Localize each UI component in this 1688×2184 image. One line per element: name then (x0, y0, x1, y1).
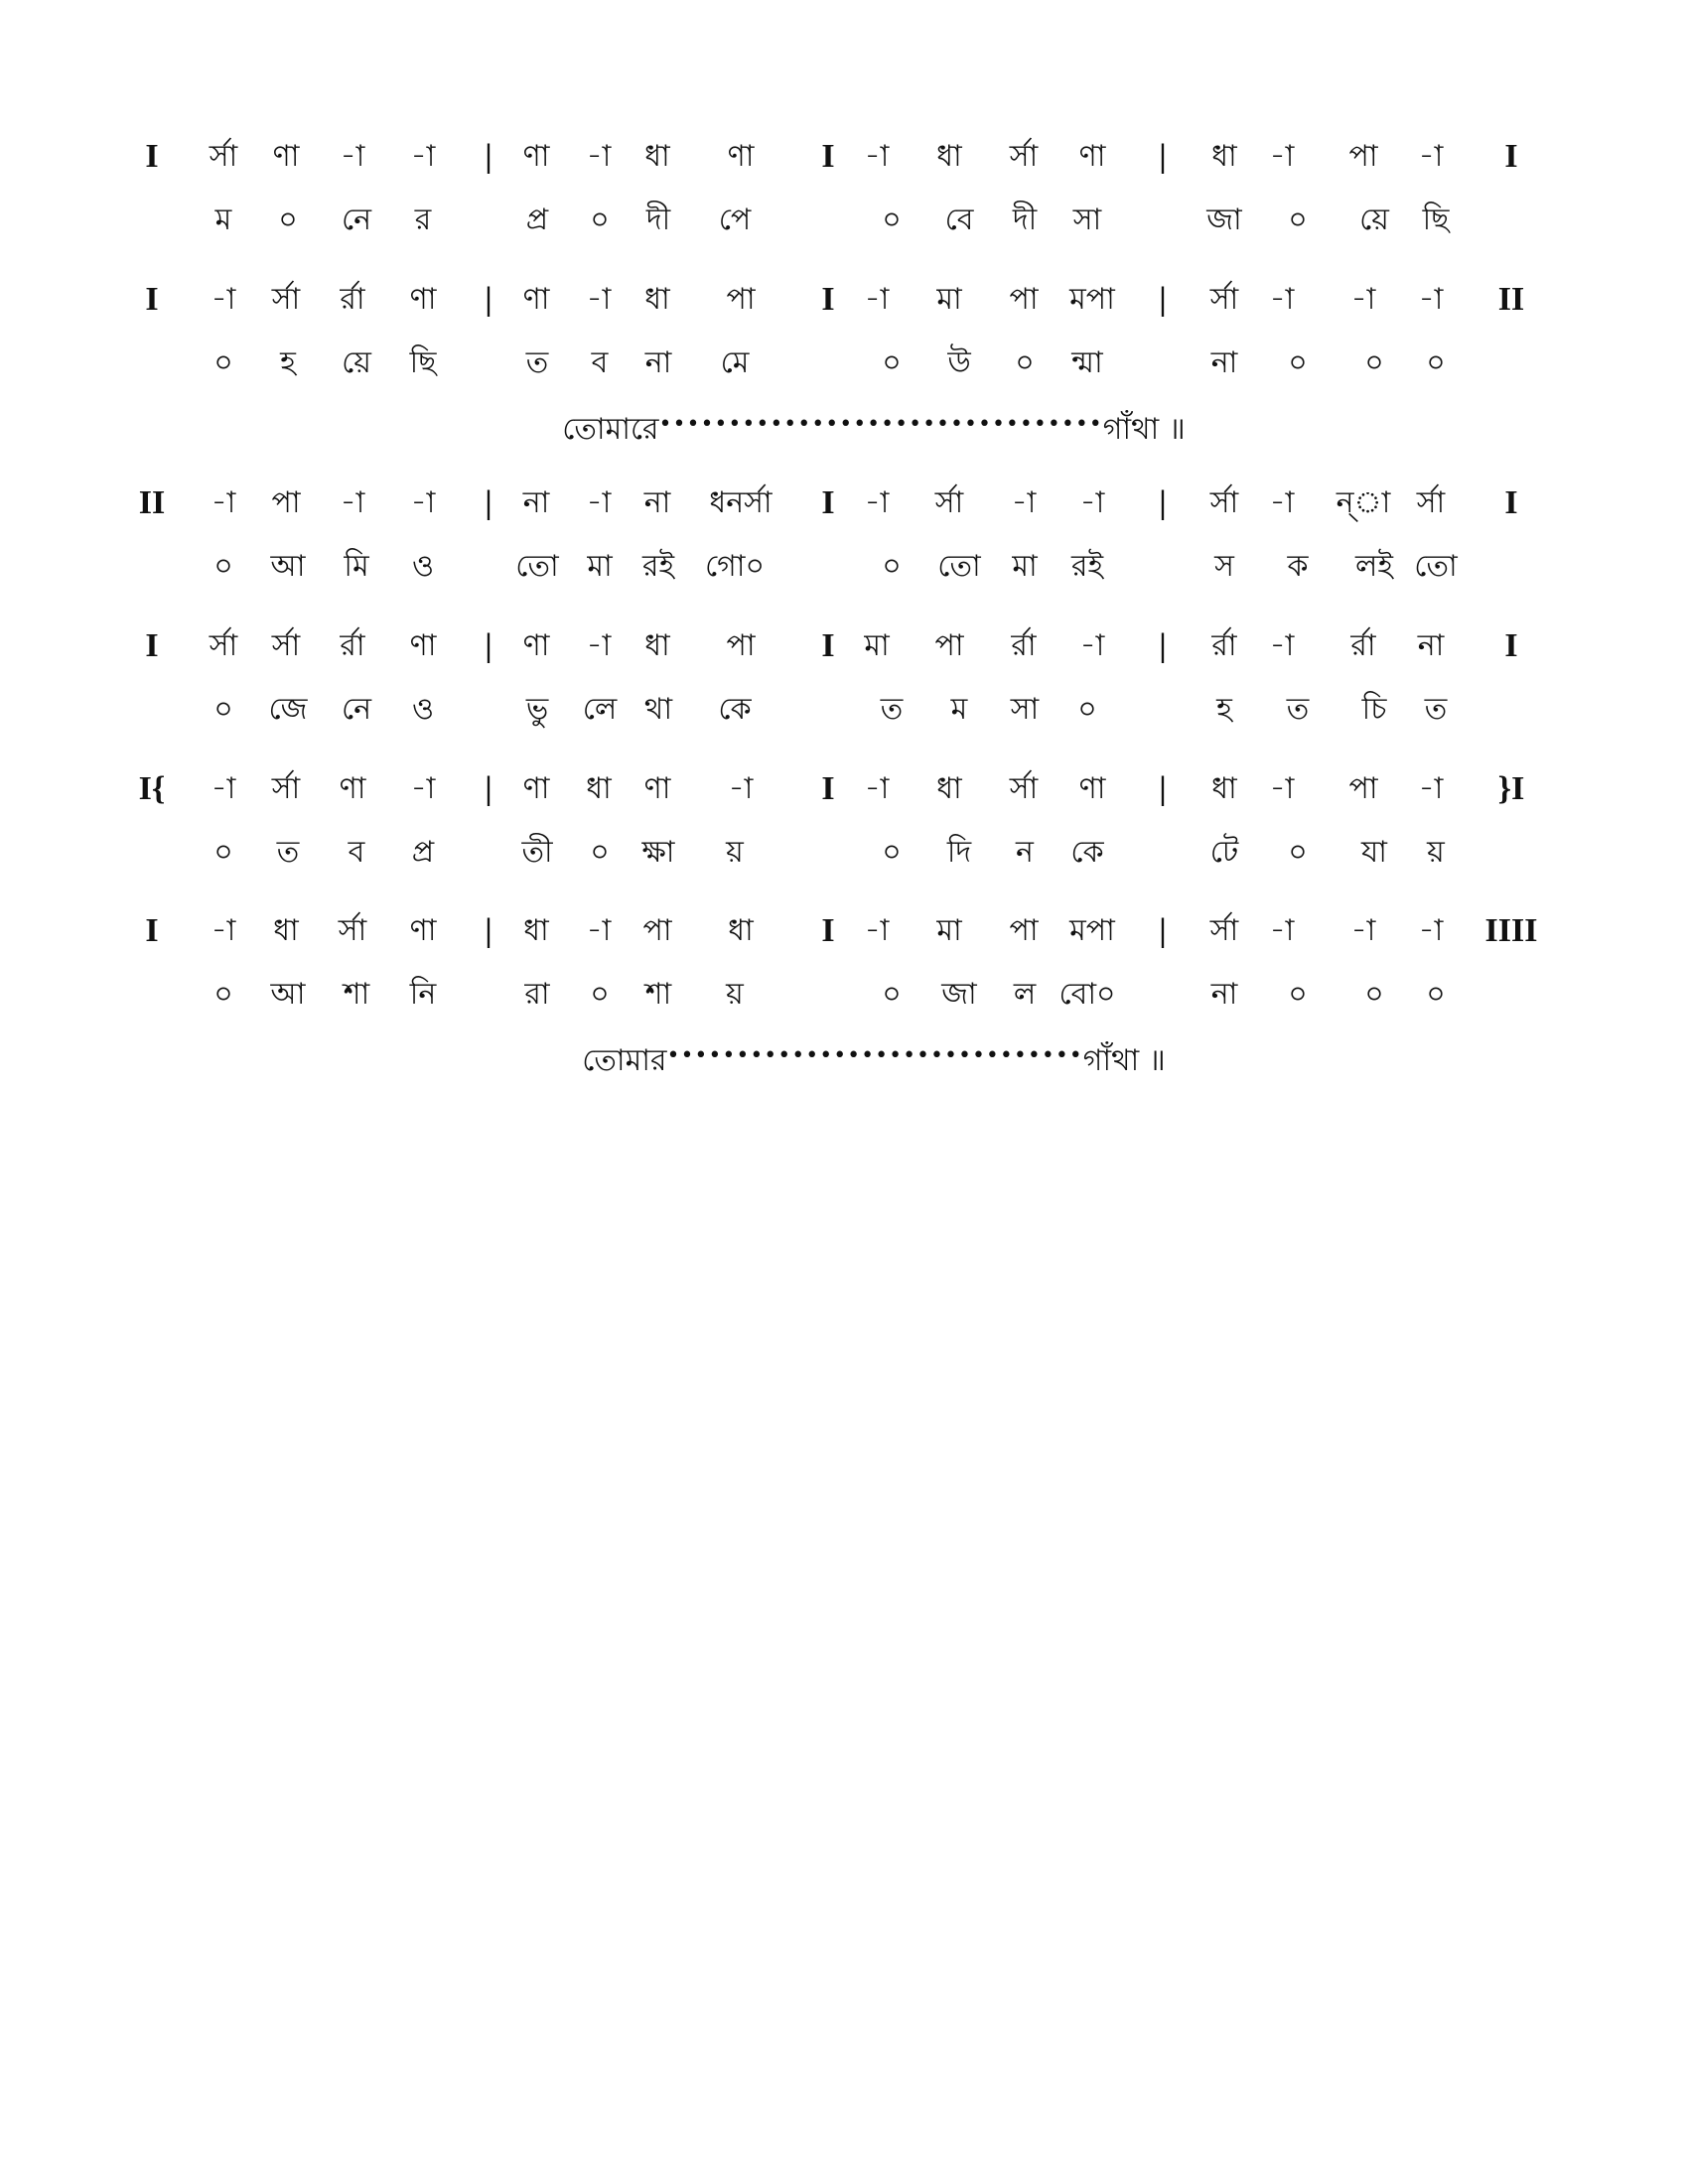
lyric-syllable: ০ (590, 203, 610, 237)
lyric-syllable: কে (718, 692, 752, 727)
note-cell: -া (1269, 771, 1295, 806)
note-cell: -া (586, 628, 612, 663)
lyric-syllable: য়ে (342, 345, 371, 380)
bar-line: I (1504, 484, 1518, 521)
note-cell: না (643, 485, 671, 520)
bar-line: | (1159, 912, 1167, 949)
lyric-syllable: র (414, 203, 432, 237)
note-cell: -া (1011, 485, 1037, 520)
lyric-syllable: ত (1424, 692, 1448, 727)
note-cell: পা (642, 913, 672, 948)
lyric-syllable: শা (644, 977, 672, 1012)
lyric-syllable: তো (1414, 549, 1458, 584)
note-cell: -া (864, 282, 890, 317)
lyric-syllable: ০ (1364, 977, 1384, 1012)
bar-line: | (1159, 627, 1167, 664)
lyric-syllable: য়ে (1359, 203, 1389, 237)
note-cell: -া (1418, 771, 1444, 806)
note-cell: -া (586, 913, 612, 948)
lyric-syllable: রই (1070, 549, 1104, 584)
note-cell: -া (340, 485, 365, 520)
note-cell: র্সা (1209, 913, 1239, 948)
lyric-syllable: হ (1216, 692, 1232, 727)
bar-line: II (138, 484, 166, 521)
lyric-syllable: তী (521, 835, 553, 870)
lyrics-row (0, 196, 1688, 245)
lyric-syllable: ত (1286, 692, 1310, 727)
lyric-syllable: ত (525, 345, 549, 380)
bar-line: | (1159, 484, 1167, 521)
bar-line: | (1159, 281, 1167, 318)
lyric-syllable: ০ (1288, 835, 1308, 870)
lyric-syllable: ০ (882, 345, 902, 380)
note-cell: ন্া (1336, 485, 1391, 520)
lyric-syllable: ০ (882, 977, 902, 1012)
lyric-syllable: ০ (590, 835, 610, 870)
note-cell: র্সা (209, 139, 238, 174)
note-cell: -া (1269, 628, 1295, 663)
lyric-syllable: উ (947, 345, 971, 380)
lyric-syllable: ও (411, 692, 435, 727)
note-cell: -া (1269, 485, 1295, 520)
note-cell: র্রা (1211, 628, 1237, 663)
lyric-syllable: ০ (590, 977, 610, 1012)
lyric-syllable: লই (1355, 549, 1393, 584)
lyrics-row (0, 339, 1688, 388)
note-cell: -া (864, 485, 890, 520)
note-cell: -া (864, 139, 890, 174)
note-cell: পা (934, 628, 964, 663)
note-cell: মা (936, 913, 962, 948)
note-cell: ণা (643, 771, 671, 806)
notation-row (0, 132, 1688, 182)
notation-row (0, 275, 1688, 325)
bar-line: I (1504, 627, 1518, 664)
lyric-syllable: শা (343, 977, 370, 1012)
notation-row (0, 478, 1688, 528)
lyric-syllable: কে (1070, 835, 1104, 870)
note-cell: -া (586, 485, 612, 520)
note-cell: পা (1009, 913, 1039, 948)
note-cell: ধা (1211, 139, 1237, 174)
note-cell: -া (211, 771, 236, 806)
note-cell: ধা (644, 139, 670, 174)
bar-line: I (145, 627, 159, 664)
note-cell: পা (271, 485, 301, 520)
note-cell: ণা (522, 628, 550, 663)
note-cell: -া (864, 913, 890, 948)
lyric-syllable: জা (941, 977, 977, 1012)
lyric-syllable: নি (409, 977, 437, 1012)
bar-line: I (821, 912, 835, 949)
lyric-syllable: বো০ (1058, 977, 1116, 1012)
note-cell: র্রা (1350, 628, 1376, 663)
note-cell: ধা (273, 913, 299, 948)
note-cell: র্রা (1011, 628, 1037, 663)
lyric-syllable: ০ (882, 835, 902, 870)
bar-line: | (1159, 770, 1167, 807)
lyric-syllable: না (644, 345, 672, 380)
lyric-syllable: রই (641, 549, 675, 584)
lyric-syllable: মা (587, 549, 613, 584)
lyric-syllable: ল (1013, 977, 1037, 1012)
note-cell: -া (1350, 282, 1376, 317)
note-cell: ণা (1078, 139, 1106, 174)
note-cell: ণা (522, 282, 550, 317)
lyric-syllable: ক (1287, 549, 1309, 584)
lyric-syllable: আ (270, 977, 306, 1012)
lyric-syllable: নে (341, 203, 372, 237)
lyric-syllable: ব (348, 835, 365, 870)
bar-line: I{ (138, 770, 166, 807)
lyric-syllable: ০ (882, 549, 902, 584)
note-cell: ধনর্সা (709, 485, 773, 520)
note-cell: র্সা (338, 913, 367, 948)
lyric-syllable: থা (643, 692, 673, 727)
bar-line: I (821, 484, 835, 521)
lyric-syllable: বে (944, 203, 974, 237)
lyric-syllable: নে (341, 692, 372, 727)
note-cell: -া (410, 771, 436, 806)
lyric-syllable: লে (582, 692, 618, 727)
bar-line: I (145, 138, 159, 175)
lyric-syllable: ক্ষা (641, 835, 675, 870)
note-cell: র্সা (209, 628, 238, 663)
lyric-syllable: ম (214, 203, 232, 237)
note-cell: ণা (409, 628, 437, 663)
lyrics-row (0, 685, 1688, 735)
note-cell: -া (1269, 913, 1295, 948)
lyric-syllable: সা (1072, 203, 1102, 237)
note-cell: র্সা (1209, 282, 1239, 317)
note-cell: না (522, 485, 550, 520)
note-cell: পা (1009, 282, 1039, 317)
lyric-syllable: ০ (278, 203, 298, 237)
note-cell: -া (340, 139, 365, 174)
lyric-syllable: ০ (1426, 345, 1446, 380)
note-cell: ণা (522, 139, 550, 174)
lyric-syllable: জে (268, 692, 308, 727)
lyric-syllable: ভু (525, 692, 549, 727)
lyric-syllable: ০ (1015, 345, 1035, 380)
refrain-after-text: গাঁথা ॥ (1082, 1043, 1166, 1078)
bar-line: IIII (1484, 912, 1538, 949)
lyric-syllable: না (1210, 345, 1238, 380)
bar-line: I (821, 627, 835, 664)
note-cell: ধা (644, 282, 670, 317)
lyric-syllable: টে (1209, 835, 1239, 870)
lyric-syllable: ০ (1364, 345, 1384, 380)
lyric-syllable: না (1210, 977, 1238, 1012)
lyrics-row (0, 542, 1688, 592)
note-cell: র্সা (271, 282, 301, 317)
note-cell: পা (1348, 139, 1378, 174)
note-cell: -া (1350, 913, 1376, 948)
lyric-syllable: ০ (213, 692, 233, 727)
lyric-syllable: ০ (1288, 345, 1308, 380)
lyric-syllable: স (1214, 549, 1234, 584)
lyric-syllable: য় (726, 835, 744, 870)
note-cell: -া (864, 771, 890, 806)
lyric-syllable: আ (270, 549, 306, 584)
note-cell: মপা (1069, 913, 1115, 948)
note-cell: র্সা (1009, 771, 1039, 806)
note-cell: ধা (1211, 771, 1237, 806)
lyric-syllable: ছি (409, 345, 437, 380)
lyric-syllable: প্র (525, 203, 549, 237)
lyrics-row (0, 828, 1688, 878)
lyric-syllable: ছি (1422, 203, 1450, 237)
bar-line: | (1159, 138, 1167, 175)
note-cell: ণা (339, 771, 366, 806)
note-cell: ধা (936, 771, 962, 806)
note-cell: ণা (1078, 771, 1106, 806)
notation-row (0, 621, 1688, 671)
bar-line: | (485, 281, 492, 318)
lyric-syllable: ০ (1288, 203, 1308, 237)
lyric-syllable: য় (1427, 835, 1445, 870)
bar-line: | (485, 138, 492, 175)
note-cell: -া (586, 139, 612, 174)
note-cell: র্সা (1209, 485, 1239, 520)
lyrics-row (0, 970, 1688, 1020)
lyric-syllable: ০ (213, 835, 233, 870)
note-cell: ণা (522, 771, 550, 806)
note-cell: -া (211, 485, 236, 520)
notation-row (0, 764, 1688, 814)
note-cell: মা (864, 628, 890, 663)
lyric-syllable: দি (946, 835, 972, 870)
bar-line: | (485, 627, 492, 664)
lyric-syllable: ০ (213, 977, 233, 1012)
lyric-syllable: প্র (411, 835, 435, 870)
lyric-syllable: দী (1012, 203, 1038, 237)
note-cell: -া (1418, 913, 1444, 948)
note-cell: -া (1269, 139, 1295, 174)
lyric-syllable: তো (515, 549, 559, 584)
note-cell: -া (1269, 282, 1295, 317)
note-cell: র্সা (1009, 139, 1039, 174)
lyric-syllable: ০ (1077, 692, 1097, 727)
note-cell: পা (726, 282, 756, 317)
lyric-syllable: ব (591, 345, 609, 380)
note-cell: ধা (728, 913, 754, 948)
lyric-syllable: মে (720, 345, 750, 380)
note-cell: মা (936, 282, 962, 317)
note-cell: ধা (936, 139, 962, 174)
lyric-syllable: দী (645, 203, 671, 237)
note-cell: -া (1418, 282, 1444, 317)
lyric-syllable: য় (726, 977, 744, 1012)
bar-line: I (821, 770, 835, 807)
note-cell: ণা (409, 913, 437, 948)
lyric-syllable: মি (344, 549, 369, 584)
lyric-syllable: ত (880, 692, 904, 727)
lyric-syllable: চি (1361, 692, 1387, 727)
refrain-dots: •••••••••••••••••••••••••••••••• (658, 412, 1103, 437)
bar-line: I (1504, 138, 1518, 175)
lyric-syllable: ০ (1426, 977, 1446, 1012)
note-cell: -া (1079, 628, 1105, 663)
lyric-syllable: রা (524, 977, 550, 1012)
lyric-syllable: যা (1361, 835, 1387, 870)
note-cell: না (1417, 628, 1445, 663)
bar-line: II (1497, 281, 1525, 318)
note-cell: -া (1079, 485, 1105, 520)
note-cell: -া (410, 139, 436, 174)
note-cell: ণা (409, 282, 437, 317)
note-cell: মপা (1069, 282, 1115, 317)
note-cell: ধা (586, 771, 612, 806)
bar-line: }I (1497, 770, 1525, 807)
note-cell: র্রা (340, 282, 365, 317)
refrain-line (0, 1031, 1688, 1081)
lyric-syllable: সা (1010, 692, 1040, 727)
bar-line: I (821, 281, 835, 318)
lyric-syllable: ত (276, 835, 300, 870)
lyric-syllable: হ (280, 345, 296, 380)
note-cell: পা (726, 628, 756, 663)
bar-line: | (485, 912, 492, 949)
bar-line: | (485, 484, 492, 521)
note-cell: ণা (272, 139, 300, 174)
note-cell: ণা (727, 139, 755, 174)
note-cell: -া (211, 282, 236, 317)
note-cell: -া (1418, 139, 1444, 174)
lyric-syllable: তো (937, 549, 981, 584)
lyric-syllable: পে (718, 203, 752, 237)
lyric-syllable: ও (411, 549, 435, 584)
refrain-before-text: তোমার (582, 1043, 667, 1078)
lyric-syllable: ০ (213, 345, 233, 380)
refrain-after-text: গাঁথা ॥ (1102, 412, 1186, 447)
note-cell: -া (211, 913, 236, 948)
note-cell: র্সা (1416, 485, 1446, 520)
notation-row (0, 906, 1688, 956)
bar-line: I (145, 281, 159, 318)
note-cell: -া (586, 282, 612, 317)
lyric-syllable: ম (950, 692, 968, 727)
lyric-syllable: ন (1016, 835, 1034, 870)
lyric-syllable: ০ (882, 203, 902, 237)
note-cell: ধা (523, 913, 549, 948)
note-cell: -া (410, 485, 436, 520)
note-cell: -া (728, 771, 754, 806)
refrain-before-text: তোমারে (562, 412, 659, 447)
refrain-line (0, 400, 1688, 450)
lyric-syllable: ন্মা (1071, 345, 1103, 380)
note-cell: র্সা (271, 628, 301, 663)
bar-line: I (821, 138, 835, 175)
bar-line: | (485, 770, 492, 807)
note-cell: র্সা (934, 485, 964, 520)
note-cell: র্রা (340, 628, 365, 663)
lyric-syllable: গো০ (704, 549, 766, 584)
lyric-syllable: ০ (213, 549, 233, 584)
note-cell: র্সা (271, 771, 301, 806)
refrain-dots: •••••••••••••••••••••••••••••• (666, 1043, 1083, 1068)
note-cell: ধা (644, 628, 670, 663)
note-cell: পা (1348, 771, 1378, 806)
lyric-syllable: ০ (1288, 977, 1308, 1012)
bar-line: I (145, 912, 159, 949)
lyric-syllable: জা (1206, 203, 1242, 237)
lyric-syllable: মা (1012, 549, 1038, 584)
